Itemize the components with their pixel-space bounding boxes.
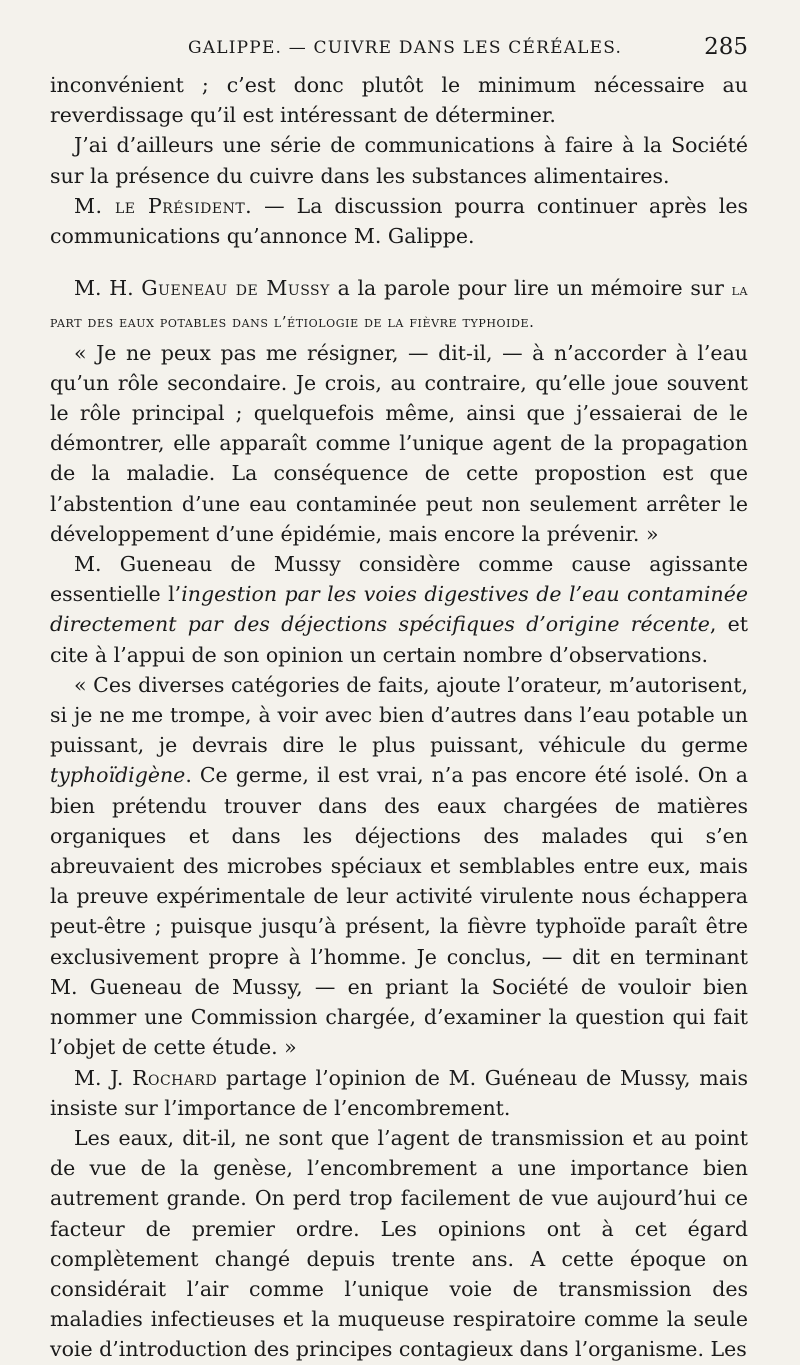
speaker-prefix: M. H. [74, 276, 142, 301]
paragraph-4 [50, 273, 748, 337]
speaker-prefix-2: M. J. [74, 1065, 133, 1090]
speaker-rochard: Rochard [132, 1065, 218, 1090]
page-number: 285 [704, 34, 748, 60]
paragraph-7-italic: typhoïdigène [50, 763, 186, 788]
paragraph-9: Les eaux, dit-il, ne sont que l’agent de transmission et au point de vue de la genèse, l’encombrement a une importance bien autrement grande. On perd trop facilement de vue aujourd’hui ce facteur de premier ordre. Les opinions ont à cet égard complètement changé depuis trente ans. A cette époque on considérait l’air comme l’unique voie de transmission des maladies infectieuses et la muqueuse respiratoire comme la seule voie d’introduction des principes contagieux dans l’organisme. Les [50, 1125, 748, 1362]
memoir-title: la part des eaux potables dans l’étiologie de la fièvre typhoide. [50, 281, 749, 332]
paragraph-7-after: . Ce germe, il est vrai, n’a pas encore été isolé. On a bien prétendu trouver dans des eaux chargées de matières organiques et dans les déjections des malades qui s’en abreuvaient des microbes spéciaux et semblables entre eux, mais la preuve expérimentale de leur activité virulente nous échappera peut-être ; puisque jusqu’à présent, la fièvre typhoïde paraît être exclusivement propre à l’homme. Je conclus, — dit en terminant M. Gueneau de Mussy, — en priant la Société de vouloir bien nommer une Commission chargée, d’examiner la question qui fait l’objet de cette étude. » [50, 763, 748, 1060]
speaker-president: M. le Président. [74, 193, 253, 218]
paragraph-5: « Je ne peux pas me résigner, — dit-il, — à n’accorder à l’eau qu’un rôle secondaire. Je crois, au contraire, qu’elle joue souvent le rôle principal ; quelquefois même, ainsi que j’essaierai de le démontrer, elle apparaît comme l’unique agent de la propagation de la maladie. La conséquence de cette propostion est que l’abstention d’une eau contaminée peut non seulement arrêter le développement d’une épidémie, mais encore la prévenir. » [50, 340, 748, 546]
paragraph-6-before: M. Gueneau de Mussy considère comme cause agissante essentielle l’ [50, 552, 748, 607]
paragraph-2: J’ai d’ailleurs une série de communications à faire à la Société sur la présence du cuivre dans les substances alimentaires. [50, 133, 748, 188]
paragraph-7 [50, 670, 748, 1063]
paragraph-7-before: « Ces diverses catégories de faits, ajoute l’orateur, m’autorisent, si je ne me trompe, à voir avec bien d’autres dans l’eau potable un puissant, je devrais dire le plus puissant, véhicule du germe [50, 672, 748, 758]
body-text [50, 70, 748, 1365]
paragraph-6-italic: ingestion par les voies digestives de l’eau contaminée directement par des déjections spécifiques d’origine récente [50, 582, 748, 637]
paragraph-3-text: — La discussion pourra continuer après les communications qu’annonce M. Galippe. [50, 193, 748, 249]
running-head [50, 34, 748, 70]
running-title: GALIPPE. — CUIVRE DANS LES CÉRÉALES. [188, 38, 623, 58]
paragraph-8 [50, 1063, 748, 1123]
paragraph-1: inconvénient ; c’est donc plutôt le minimum nécessaire au reverdissage qu’il est intéressant de déterminer. [50, 73, 748, 128]
paragraph-3 [50, 191, 748, 251]
paragraph-4-text: a la parole pour lire un mémoire sur [329, 276, 732, 301]
paragraph-6 [50, 549, 748, 670]
paragraph-6-after: , et cite à l’appui de son opinion un certain nombre d’observations. [50, 612, 748, 667]
paragraph-8-text: partage l’opinion de M. Guéneau de Mussy, mais insiste sur l’importance de l’encombrement. [50, 1065, 748, 1120]
speaker-gueneau: Gueneau de Mussy [141, 276, 330, 301]
